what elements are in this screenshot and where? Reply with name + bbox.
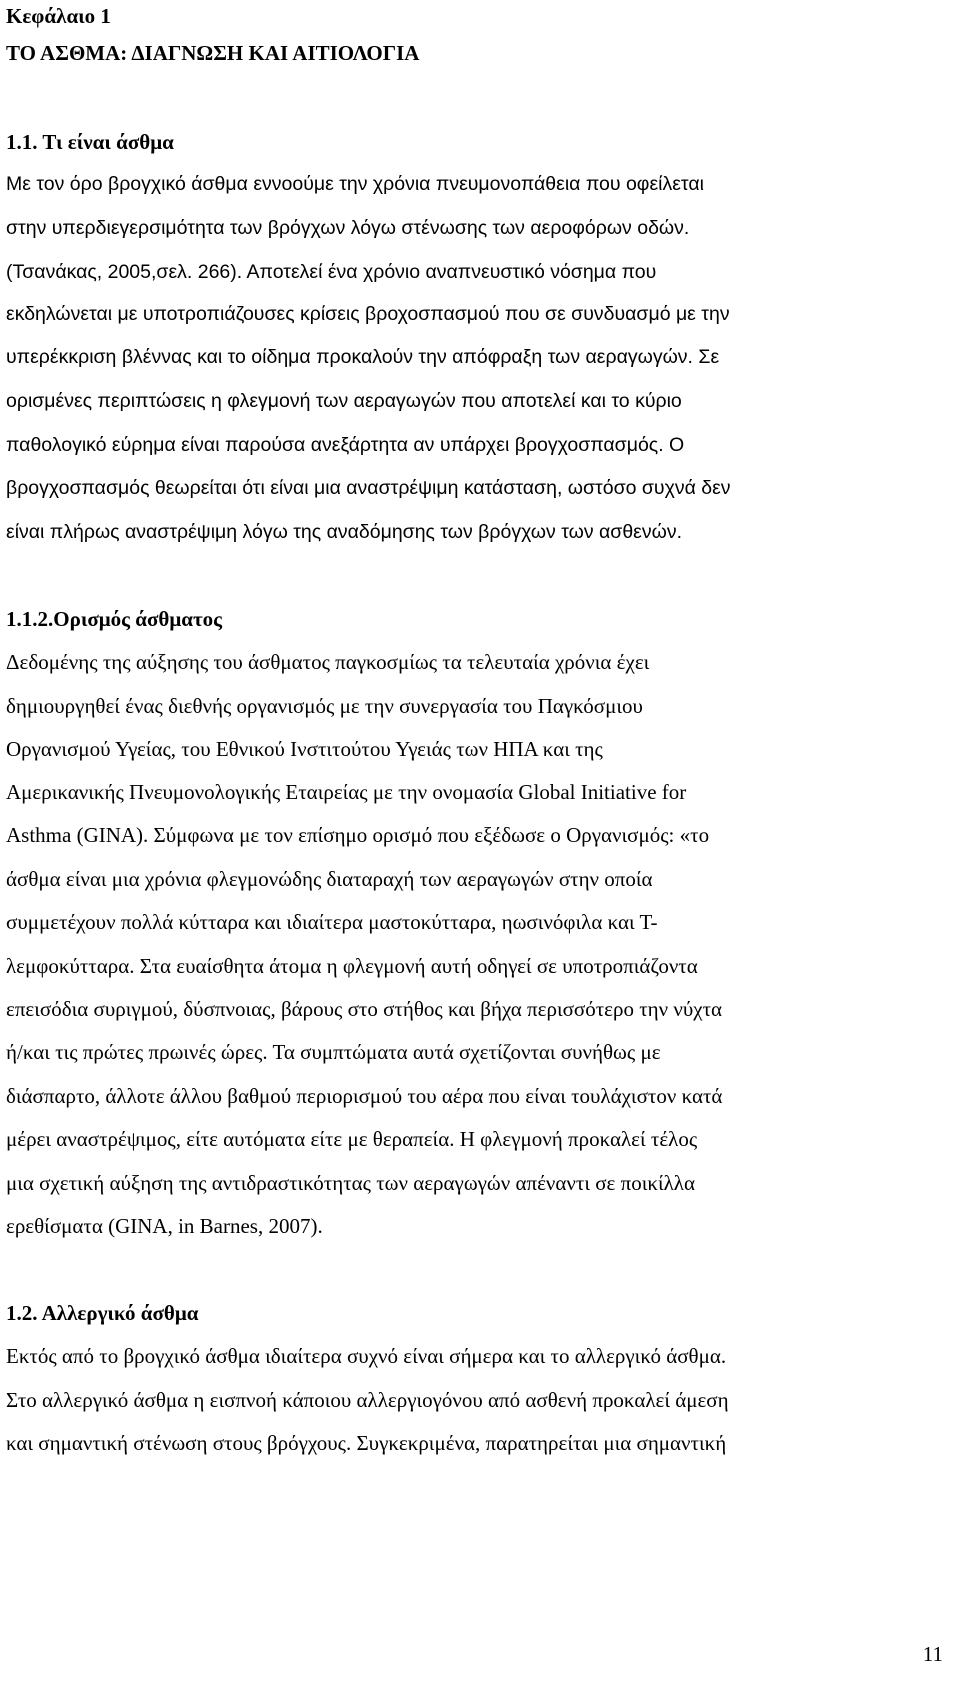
paragraph-line: Εκτός από το βρογχικό άσθμα ιδιαίτερα συχνό είναι σήμερα και το αλλεργικό άσθμα. — [6, 1344, 727, 1368]
paragraph-line: είναι πλήρως αναστρέψιμη λόγω της αναδόμησης των βρόγχων των ασθενών. — [6, 521, 682, 543]
section-heading-1-1: 1.1. Τι είναι άσθμα — [6, 130, 174, 154]
paragraph-line: μέρει αναστρέψιμος, είτε αυτόματα είτε με θεραπεία. Η φλεγμονή προκαλεί τέλος — [6, 1127, 698, 1151]
paragraph-line: ή/και τις πρώτες πρωινές ώρες. Τα συμπτώματα αυτά σχετίζονται συνήθως με — [6, 1040, 661, 1064]
page-number: 11 — [922, 1642, 943, 1666]
paragraph-line: παθολογικό εύρημα είναι παρούσα ανεξάρτητα αν υπάρχει βρογχοσπασμός. Ο — [6, 434, 685, 456]
paragraph-line: Στο αλλεργικό άσθμα η εισπνοή κάποιου αλλεργιογόνου από ασθενή προκαλεί άμεση — [6, 1388, 729, 1412]
chapter-title: ΤΟ ΑΣΘΜΑ: ΔΙΑΓΝΩΣΗ ΚΑΙ ΑΙΤΙΟΛΟΓΙΑ — [6, 41, 420, 65]
paragraph-line: ερεθίσματα (GINA, in Barnes, 2007). — [6, 1214, 323, 1238]
paragraph-line: εκδηλώνεται με υποτροπιάζουσες κρίσεις βροχοσπασμού που σε συνδυασμό με την — [6, 303, 730, 325]
paragraph-line: ορισμένες περιπτώσεις η φλεγμονή των αεραγωγών που αποτελεί και το κύριο — [6, 390, 682, 412]
section-heading-1-2: 1.2. Αλλεργικό άσθμα — [6, 1301, 199, 1325]
paragraph-line: και σημαντική στένωση στους βρόγχους. Συγκεκριμένα, παρατηρείται μια σημαντική — [6, 1431, 727, 1455]
paragraph-line: Asthma (GINA). Σύμφωνα με τον επίσημο ορισμό που εξέδωσε ο Οργανισμός: «το — [6, 823, 710, 847]
paragraph-line: Οργανισμού Υγείας, του Εθνικού Ινστιτούτου Υγειάς των ΗΠΑ και της — [6, 737, 603, 761]
paragraph-line: άσθμα είναι μια χρόνια φλεγμονώδης διαταραχή των αεραγωγών στην οποία — [6, 867, 653, 891]
chapter-label: Κεφάλαιο 1 — [6, 4, 111, 28]
paragraph-line: υπερέκκριση βλέννας και το οίδημα προκαλούν την απόφραξη των αεραγωγών. Σε — [6, 346, 720, 368]
paragraph-line: δημιουργηθεί ένας διεθνής οργανισμός με την συνεργασία του Παγκόσμιου — [6, 694, 643, 718]
paragraph-line: διάσπαρτο, άλλοτε άλλου βαθμού περιορισμού του αέρα που είναι τουλάχιστον κατά — [6, 1084, 723, 1108]
paragraph-line: Αμερικανικής Πνευμονολογικής Εταιρείας με την ονομασία Global Initiative for — [6, 780, 687, 804]
paragraph-line: επεισόδια συριγμού, δύσπνοιας, βάρους στο στήθος και βήχα περισσότερο την νύχτα — [6, 997, 723, 1021]
section-heading-1-1-2: 1.1.2.Ορισμός άσθματος — [6, 607, 223, 631]
paragraph-line: λεμφοκύτταρα. Στα ευαίσθητα άτομα η φλεγμονή αυτή οδηγεί σε υποτροπιάζοντα — [6, 954, 698, 978]
paragraph-line: στην υπερδιεγερσιμότητα των βρόγχων λόγω στένωσης των αεροφόρων οδών. — [6, 217, 690, 239]
paragraph-line: Με τον όρο βρογχικό άσθμα εννοούμε την χρόνια πνευμονοπάθεια που οφείλεται — [6, 173, 704, 195]
paragraph-line: Δεδομένης της αύξησης του άσθματος παγκοσμίως τα τελευταία χρόνια έχει — [6, 650, 650, 674]
paragraph-line: βρογχοσπασμός θεωρείται ότι είναι μια αναστρέψιμη κατάσταση, ωστόσο συχνά δεν — [6, 477, 731, 499]
paragraph-line: συμμετέχουν πολλά κύτταρα και ιδιαίτερα μαστοκύτταρα, ηωσινόφιλα και Τ- — [6, 910, 658, 934]
paragraph-line: (Τσανάκας, 2005,σελ. 266). Αποτελεί ένα χρόνιο αναπνευστικό νόσημα που — [6, 261, 657, 283]
paragraph-line: μια σχετική αύξηση της αντιδραστικότητας των αεραγωγών απέναντι σε ποικίλλα — [6, 1171, 695, 1195]
